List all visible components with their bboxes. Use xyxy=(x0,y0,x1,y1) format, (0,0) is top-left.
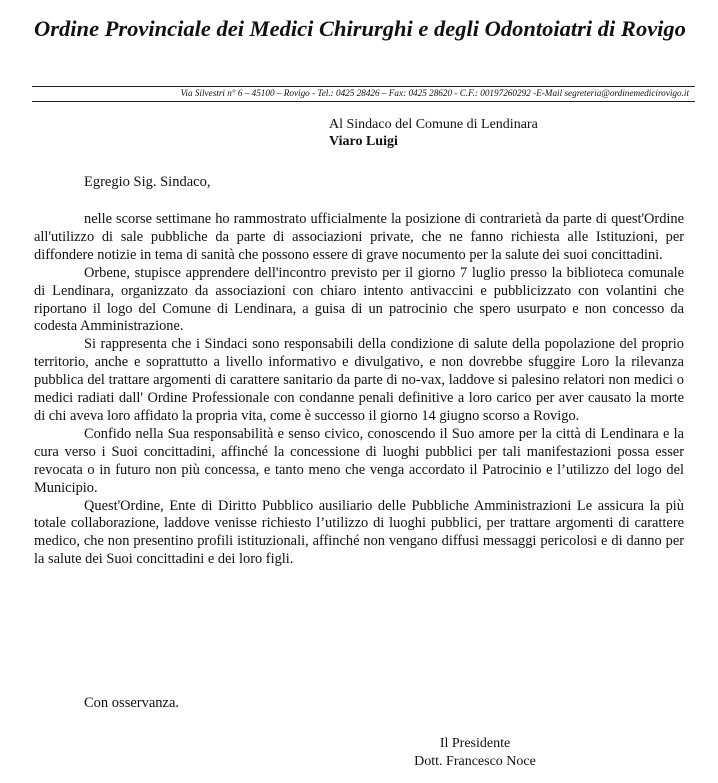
signature-role: Il Presidente xyxy=(439,736,511,751)
letter-body xyxy=(34,211,684,569)
body-paragraph: Orbene, stupisce apprendere dell'incontro previsto per il giorno 7 luglio presso la biblioteca comunale di Lendinara, organizzato da associazioni con chiaro intento antivaccini e pubblicizzato con volantini che riportano il logo del Comune di Lendinara, a guisa di un patrocinio che spero usurpato e non concesso da codesta Amministrazione. xyxy=(34,264,684,335)
signature-block xyxy=(380,735,570,771)
signature-name: Dott. Francesco Noce xyxy=(414,754,536,769)
body-paragraph: Confido nella Sua responsabilità e senso civico, conoscendo il Suo amore per la città di Lendinara e la cura verso i Suoi concittadini, affinché la concessione di luoghi pubblici per tali manifestazioni possa esser revocata o in futuro non più concessa, e tanto meno che venga accordato il Patrocinio e l’utilizzo del logo del Municipio. xyxy=(34,425,684,496)
salutation: Egregio Sig. Sindaco, xyxy=(84,174,211,190)
letterhead-address: Via Silvestri n° 6 – 45100 – Rovigo - Tel.: 0425 28426 – Fax: 0425 28620 - C.F.: 00197260292 -E-Mail segreteria@ordinemedicirovigo.it xyxy=(180,88,689,98)
body-paragraph: Quest'Ordine, Ente di Diritto Pubblico ausiliario delle Pubbliche Amministrazioni Le assicura la più totale collaborazione, laddove venisse richiesto l’utilizzo di luoghi pubblici, per trattare argomenti di carattere medico, che non presentino profili istituzionali, affinché non vengano diffusi messaggi pericolosi e di danno per la salute dei Suoi concittadini e dei loro figli. xyxy=(34,497,684,568)
closing: Con osservanza. xyxy=(84,695,180,711)
body-paragraph: nelle scorse settimane ho rammostrato ufficialmente la posizione di contrarietà da parte di quest'Ordine all'utilizzo di sale pubbliche da parte di associazioni private, che ne fanno richiesta alle Istituzioni, per diffondere notizie in tema di sanità che possono essere di grave nocumento per la salute dei suoi concittadini. xyxy=(34,211,684,263)
letterhead-title: Ordine Provinciale dei Medici Chirurghi e degli Odontoiatri di Rovigo xyxy=(34,16,686,41)
letterhead-rule-top xyxy=(32,86,695,87)
recipient-block xyxy=(329,116,538,150)
letterhead-rule-bottom xyxy=(32,101,695,102)
recipient-title: Al Sindaco del Comune di Lendinara xyxy=(329,117,538,132)
recipient-name: Viaro Luigi xyxy=(329,134,398,149)
body-paragraph: Si rappresenta che i Sindaci sono responsabili della condizione di salute della popolazione del proprio territorio, anche e soprattutto a livello informativo e divulgativo, e non dovrebbe sfuggire Loro la rilevanza pubblica del trattare argomenti di carattere sanitario da parte di no-vax, laddove si palesino relatori non medici o medici radiati dall' Ordine Professionale con condanne penali definitive a loro carico per aver causato la morte di chi aveva loro affidato la propria vita, come è successo il giorno 14 giugno scorso a Rovigo. xyxy=(34,336,684,424)
